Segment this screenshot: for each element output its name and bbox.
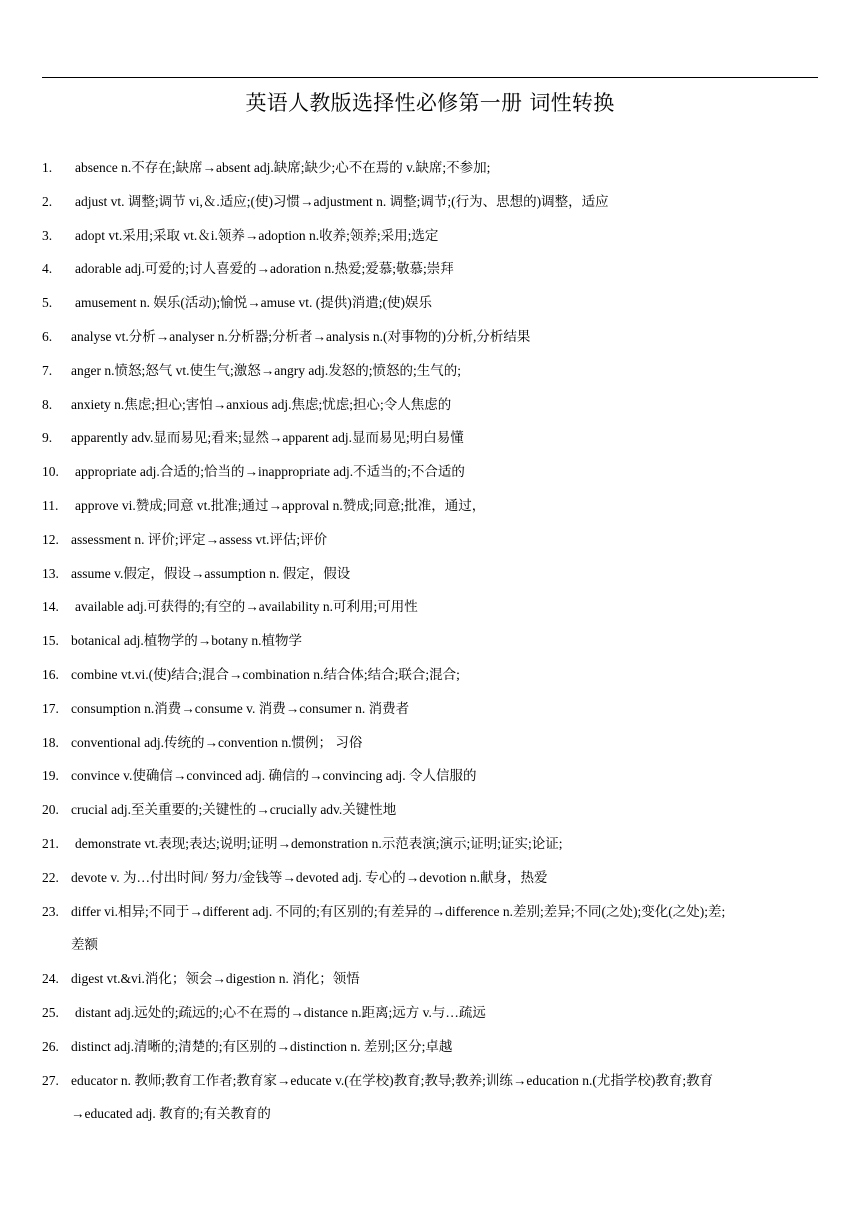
item-number: 10. <box>42 464 59 480</box>
list-item <box>0 624 860 658</box>
item-number: 18. <box>42 734 59 750</box>
item-text: botanical adj.植物学的→botany n.植物学 <box>71 633 302 649</box>
list-item <box>0 759 860 793</box>
header-rule <box>42 77 818 78</box>
item-text: adopt vt.采用;采取 vt.＆i.领养→adoption n.收养;领养;采用;选定 <box>75 227 439 243</box>
list-item <box>0 388 860 422</box>
item-number: 3. <box>42 227 53 243</box>
item-text: anxiety n.焦虑;担心;害怕→anxious adj.焦虑;忧虑;担心;令人焦虑的 <box>71 396 452 412</box>
item-text: amusement n. 娱乐(活动);愉悦→amuse vt. (提供)消遣;(使)娱乐 <box>75 295 432 311</box>
item-text: assume v.假定，假设→assumption n. 假定，假设 <box>71 565 351 581</box>
item-number: 2. <box>42 193 53 209</box>
list-item <box>0 151 860 185</box>
item-number: 5. <box>42 295 53 311</box>
item-number: 12. <box>42 531 59 547</box>
item-text: conventional adj.传统的→convention n.惯例； 习俗 <box>71 734 363 750</box>
item-number: 11. <box>42 497 59 513</box>
item-number: 24. <box>42 971 59 987</box>
item-text: combine vt.vi.(使)结合;混合→combination n.结合体;结合;联合;混合; <box>71 666 460 682</box>
list-item <box>0 489 860 523</box>
item-number: 20. <box>42 802 59 818</box>
item-text: digest vt.&vi.消化；领会→digestion n. 消化；领悟 <box>71 971 360 987</box>
item-text-line: →educated adj. 教育的;有关教育的 <box>71 1106 271 1122</box>
item-text <box>71 895 820 963</box>
item-number: 1. <box>42 160 53 175</box>
list-item <box>0 895 860 963</box>
page-title: 英语人教版选择性必修第一册 词性转换 <box>245 91 615 115</box>
list-item <box>0 455 860 489</box>
item-text: adjust vt. 调整;调节 vi,＆.适应;(使)习惯→adjustment n. 调整;调节;(行为、思想的)调整，适应 <box>75 193 609 209</box>
list-item <box>0 185 860 219</box>
item-text <box>71 1064 820 1132</box>
item-number: 4. <box>42 261 53 277</box>
item-text: adorable adj.可爱的;讨人喜爱的→adoration n.热爱;爱慕;敬慕;崇拜 <box>75 261 454 277</box>
list-item <box>0 320 860 354</box>
list-item <box>0 252 860 286</box>
item-text: distant adj.远处的;疏远的;心不在焉的→distance n.距离;远方 v.与…疏远 <box>75 1004 486 1020</box>
item-text-line: 差额 <box>71 937 98 953</box>
item-text: available adj.可获得的;有空的→availability n.可利用;可用性 <box>75 599 418 615</box>
list-item <box>0 219 860 253</box>
item-text: appropriate adj.合适的;恰当的→inappropriate adj.不适当的;不合适的 <box>75 464 465 480</box>
list-item <box>0 996 860 1030</box>
list-item <box>0 827 860 861</box>
item-number: 25. <box>42 1004 59 1020</box>
item-number: 6. <box>42 328 53 344</box>
item-text: anger n.愤怒;怒气 vt.使生气;激怒→angry adj.发怒的;愤怒的;生气的; <box>71 362 461 378</box>
item-number: 16. <box>42 666 59 682</box>
item-text: assessment n. 评价;评定→assess vt.评估;评价 <box>71 531 328 547</box>
item-number: 15. <box>42 633 59 649</box>
item-text: distinct adj.清晰的;清楚的;有区别的→distinction n. 差别;区分;卓越 <box>71 1038 453 1054</box>
item-text-line: educator n. 教师;教育工作者;教育家→educate v.(在学校)教育;教导;教养;训练→education n.(尤指学校)教育;教育 <box>71 1072 714 1088</box>
list-item <box>0 793 860 827</box>
list-item <box>0 523 860 557</box>
item-number: 13. <box>42 565 59 581</box>
item-text-line: differ vi.相异;不同于→different adj. 不同的;有区别的;有差异的→difference n.差别;差异;不同(之处);变化(之处);差; <box>71 903 726 919</box>
item-number: 19. <box>42 768 59 784</box>
list-item <box>0 590 860 624</box>
item-text: analyse vt.分析→analyser n.分析器;分析者→analysis n.(对事物的)分析,分析结果 <box>71 328 531 344</box>
word-conversion-list <box>0 151 860 1131</box>
item-number: 22. <box>42 869 59 885</box>
list-item <box>0 354 860 388</box>
item-number: 21. <box>42 835 59 851</box>
list-item <box>0 557 860 591</box>
item-number: 14. <box>42 599 59 615</box>
item-text: approve vi.赞成;同意 vt.批准;通过→approval n.赞成;同意;批准，通过， <box>75 497 486 513</box>
list-item <box>0 861 860 895</box>
list-item <box>0 286 860 320</box>
list-item <box>0 962 860 996</box>
item-number: 26. <box>42 1038 59 1054</box>
item-number: 17. <box>42 700 59 716</box>
item-number: 23. <box>42 903 59 919</box>
item-number: 9. <box>42 430 53 446</box>
item-text: apparently adv.显而易见;看来;显然→apparent adj.显而易见;明白易懂 <box>71 430 464 446</box>
item-number: 27. <box>42 1072 59 1088</box>
list-item <box>0 1030 860 1064</box>
list-item <box>0 1064 860 1132</box>
item-text: convince v.使确信→convinced adj. 确信的→convincing adj. 令人信服的 <box>71 768 477 784</box>
item-text: demonstrate vt.表现;表达;说明;证明→demonstration n.示范表演;演示;证明;证实;论证; <box>75 835 563 851</box>
item-text: devote v. 为…付出时间/ 努力/金钱等→devoted adj. 专心的→devotion n.献身，热爱 <box>71 869 548 885</box>
item-number: 7. <box>42 362 53 378</box>
list-item <box>0 692 860 726</box>
list-item <box>0 658 860 692</box>
item-text: crucial adj.至关重要的;关键性的→crucially adv.关键性地 <box>71 802 397 818</box>
item-number: 8. <box>42 396 53 412</box>
list-item <box>0 726 860 760</box>
item-text: consumption n.消费→consume v. 消费→consumer n. 消费者 <box>71 700 410 716</box>
item-text: absence n.不存在;缺席→absent adj.缺席;缺少;心不在焉的 v.缺席;不参加; <box>75 160 491 175</box>
list-item <box>0 421 860 455</box>
